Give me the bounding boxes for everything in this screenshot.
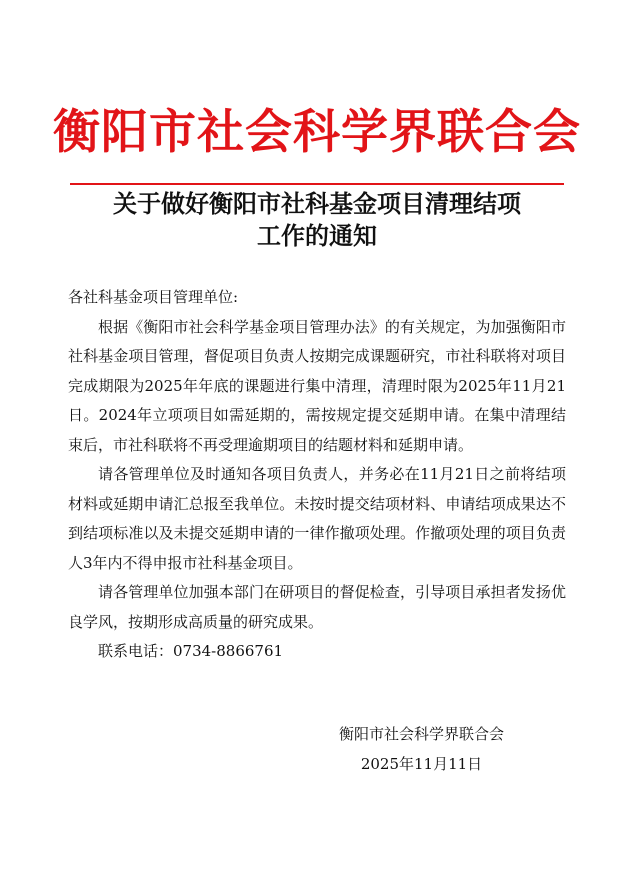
notice-title-line-2: 工作的通知 [257, 221, 377, 250]
letterhead-divider [70, 183, 564, 185]
signature-block [339, 720, 504, 779]
contact-phone: 联系电话：0734-8866761 [98, 642, 284, 660]
salutation: 各社科基金项目管理单位: [68, 288, 239, 306]
letterhead-title: 衡阳市社会科学界联合会 [53, 105, 581, 160]
body-paragraph-3: 请各管理单位加强本部门在研项目的督促检查，引导项目承担者发扬优良学风，按期形成高质量的研究成果。 [68, 583, 566, 631]
notice-title-line-1: 关于做好衡阳市社科基金项目清理结项 [113, 189, 521, 218]
notice-body [68, 283, 566, 667]
signature-organization: 衡阳市社会科学界联合会 [338, 725, 504, 743]
body-paragraph-2: 请各管理单位及时通知各项目负责人，并务必在11月21日之前将结项材料或延期申请汇总报至我单位。未按时提交结项材料、申请结项成果达不到结项标准以及未提交延期申请的一律作撤项处理。作撤项处理的项目负责人3年内不得申报市社科基金项目。 [68, 465, 566, 572]
signature-date: 2025年11月11日 [360, 754, 483, 773]
body-paragraph-1: 根据《衡阳市社会科学基金项目管理办法》的有关规定，为加强衡阳市社科基金项目管理，督促项目负责人按期完成课题研究，市社科联将对项目完成期限为2025年年底的课题进行集中清理，清理时限为2025年11月21日。2024年立项项目如需延期的，需按规定提交延期申请。在集中清理结束后，市社科联将不再受理逾期项目的结题材料和延期申请。 [68, 317, 566, 454]
notice-title [0, 188, 634, 252]
